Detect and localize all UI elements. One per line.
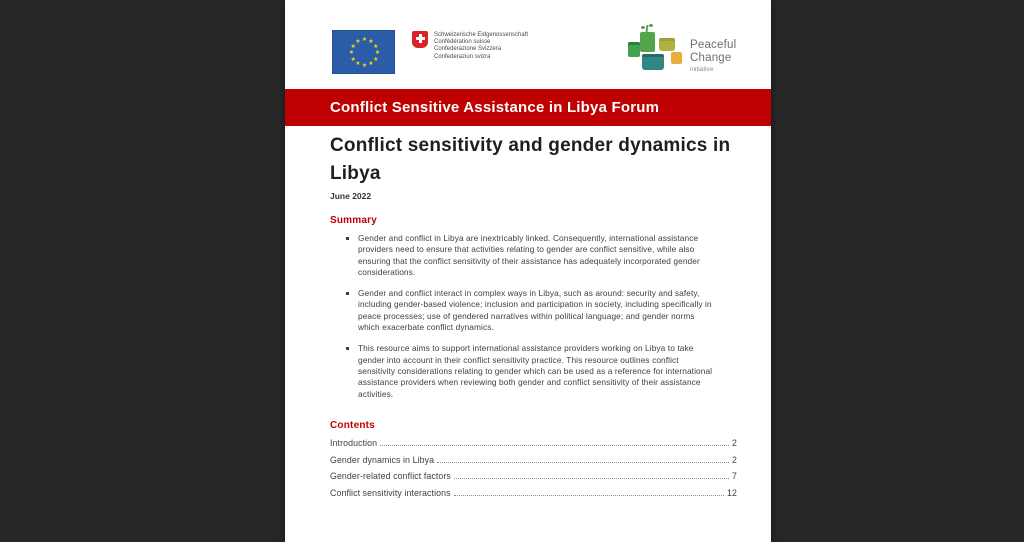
swiss-cross-icon bbox=[412, 31, 428, 48]
summary-bullet-text: Gender and conflict interact in complex ways in Libya, such as around: security and safety, including gender-based violence; inclusion and participation in society, including specifically in peace processes; use of gendered narratives within political language; and gender norms which exacerbate conflict dynamics. bbox=[358, 288, 712, 333]
pci-pots-icon bbox=[628, 24, 684, 76]
toc-page-number: 12 bbox=[727, 487, 737, 498]
eu-star-icon: ★ bbox=[350, 56, 356, 63]
summary-heading: Summary bbox=[330, 215, 377, 226]
pci-word-sub: initiative bbox=[690, 66, 714, 73]
swiss-text-line: Confédération suisse bbox=[434, 39, 491, 46]
eu-star-icon: ★ bbox=[368, 38, 374, 45]
toc-label: Gender-related conflict factors bbox=[330, 471, 451, 482]
toc-dot-leader bbox=[454, 495, 724, 496]
swiss-confederation-logo bbox=[412, 31, 528, 61]
toc-dot-leader bbox=[454, 478, 729, 479]
eu-star-icon: ★ bbox=[373, 56, 379, 63]
pci-word-line: Change bbox=[690, 52, 732, 64]
toc-page-number: 7 bbox=[732, 471, 737, 482]
forum-banner bbox=[285, 89, 771, 126]
toc-entry[interactable] bbox=[330, 483, 737, 499]
peaceful-change-initiative-logo bbox=[628, 24, 778, 79]
swiss-text-line: Confederazione Svizzera bbox=[434, 46, 502, 53]
toc-dot-leader bbox=[437, 462, 729, 463]
forum-banner-title: Conflict Sensitive Assistance in Libya Forum bbox=[330, 99, 660, 116]
toc-entry[interactable] bbox=[330, 434, 737, 450]
eu-star-icon: ★ bbox=[374, 50, 381, 56]
toc-label: Conflict sensitivity interactions bbox=[330, 487, 451, 498]
pci-wordmark bbox=[690, 39, 736, 73]
toc-entry[interactable] bbox=[330, 467, 737, 483]
contents-heading: Contents bbox=[330, 420, 375, 431]
eu-star-icon: ★ bbox=[361, 63, 368, 69]
bullet-marker-icon bbox=[346, 237, 349, 240]
pci-word-line: Peaceful bbox=[690, 39, 737, 51]
bullet-marker-icon bbox=[346, 347, 349, 350]
swiss-wordmark bbox=[434, 31, 528, 61]
eu-star-icon: ★ bbox=[355, 38, 361, 45]
document-title: Conflict sensitivity and gender dynamics in Libya bbox=[330, 135, 731, 184]
table-of-contents bbox=[330, 434, 737, 500]
summary-bullet-item bbox=[345, 288, 717, 333]
eu-star-icon: ★ bbox=[373, 43, 379, 50]
eu-star-icon: ★ bbox=[348, 50, 355, 56]
eu-star-icon: ★ bbox=[361, 37, 368, 43]
eu-star-icon: ★ bbox=[350, 43, 356, 50]
summary-bullet-text: This resource aims to support international assistance providers working on Libya to take gender into account in their conflict sensitivity practice. This resource outlines conflict sensitivity considerations relating to gender which can be used as a reference for international assistance providers when reviewing both gender and conflict sensitivity of their assistance activities. bbox=[358, 343, 713, 399]
document-date: June 2022 bbox=[330, 191, 372, 201]
swiss-text-line: Schweizerische Eidgenossenschaft bbox=[434, 32, 529, 38]
eu-star-icon: ★ bbox=[355, 61, 361, 68]
summary-bullet-list bbox=[345, 233, 717, 410]
swiss-text-line: Confederaziun svizra bbox=[434, 53, 491, 60]
toc-page-number: 2 bbox=[732, 438, 737, 449]
toc-label: Gender dynamics in Libya bbox=[330, 454, 435, 465]
toc-entry[interactable] bbox=[330, 450, 737, 466]
toc-page-number: 2 bbox=[732, 454, 737, 465]
summary-bullet-item bbox=[345, 233, 717, 278]
summary-bullet-item bbox=[345, 343, 717, 399]
eu-star-icon: ★ bbox=[368, 61, 374, 68]
toc-dot-leader bbox=[380, 445, 729, 446]
toc-label: Introduction bbox=[330, 438, 378, 449]
bullet-marker-icon bbox=[346, 292, 349, 295]
summary-bullet-text: Gender and conflict in Libya are inextricably linked. Consequently, international assistance providers need to ensure that activities relating to gender are conflict sensitive, while also ensuring that the conflict sensitivity of their assistance has adequately incorporated gender considerations. bbox=[358, 233, 700, 277]
eu-flag-logo bbox=[332, 30, 395, 74]
document-page bbox=[285, 0, 771, 542]
